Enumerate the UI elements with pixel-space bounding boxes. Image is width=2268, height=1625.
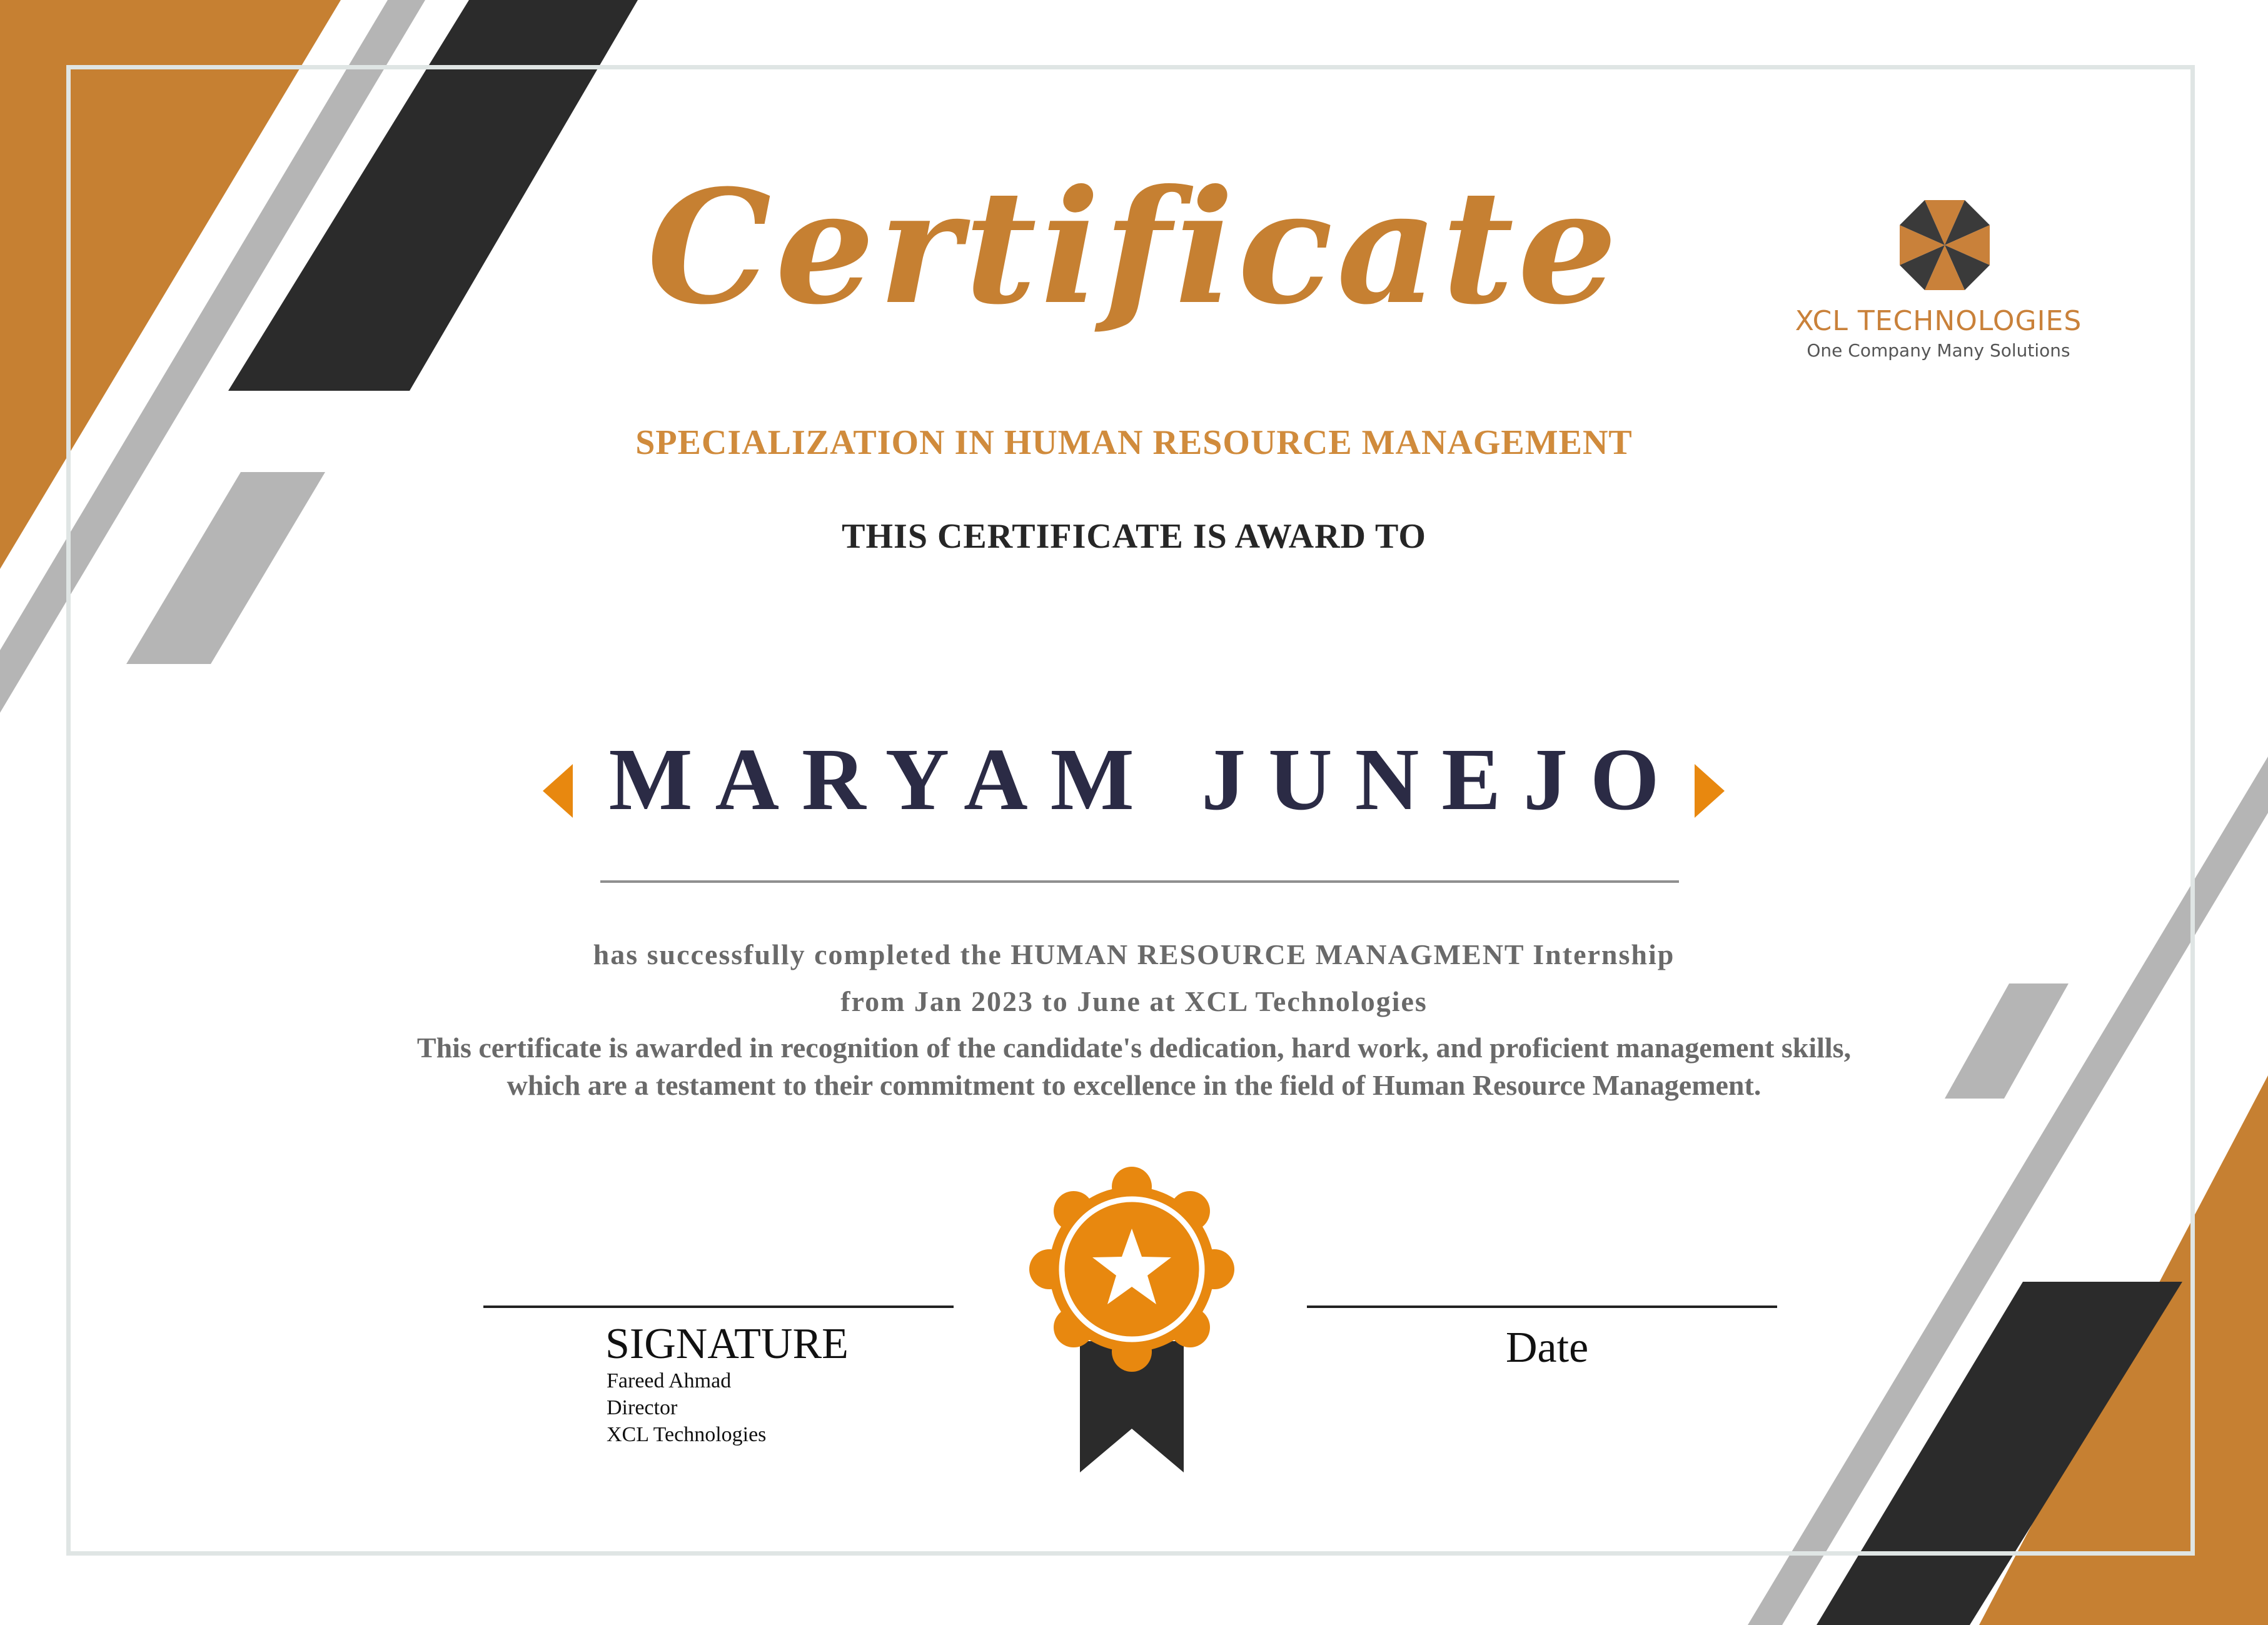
certificate-title: Certificate	[647, 155, 1621, 339]
date-line	[1307, 1306, 1777, 1308]
company-logo-name: XCL TECHNOLOGIES	[1795, 305, 2082, 337]
completion-line: has successfully completed the HUMAN RESOURCE MANAGMENT Internship	[593, 938, 1675, 970]
recipient-name: MARYAM JUNEJO	[608, 730, 1682, 828]
right-arrow-icon	[1695, 764, 1725, 818]
signature-line	[483, 1306, 954, 1308]
award-line: THIS CERTIFICATE IS AWARD TO	[842, 517, 1426, 556]
period-line: from Jan 2023 to June at XCL Technologies	[840, 985, 1428, 1017]
company-tagline: One Company Many Solutions	[1807, 340, 2070, 361]
signer-name: Fareed Ahmad	[607, 1369, 732, 1392]
signer-company: XCL Technologies	[607, 1423, 767, 1446]
signer-title: Director	[607, 1396, 678, 1419]
name-underline	[600, 880, 1679, 883]
star-rosette-icon	[1019, 1166, 1244, 1479]
specialization-heading: SPECIALIZATION IN HUMAN RESOURCE MANAGEMENT	[635, 423, 1633, 462]
signature-label: SIGNATURE	[605, 1320, 849, 1368]
recognition-paragraph: This certificate is awarded in recognition of the candidate's dedication, hard work, and proficient management skills, which are a testament to their commitment to excellence in the field of Human Resource Management.	[416, 1032, 1852, 1101]
date-label: Date	[1506, 1324, 1589, 1372]
